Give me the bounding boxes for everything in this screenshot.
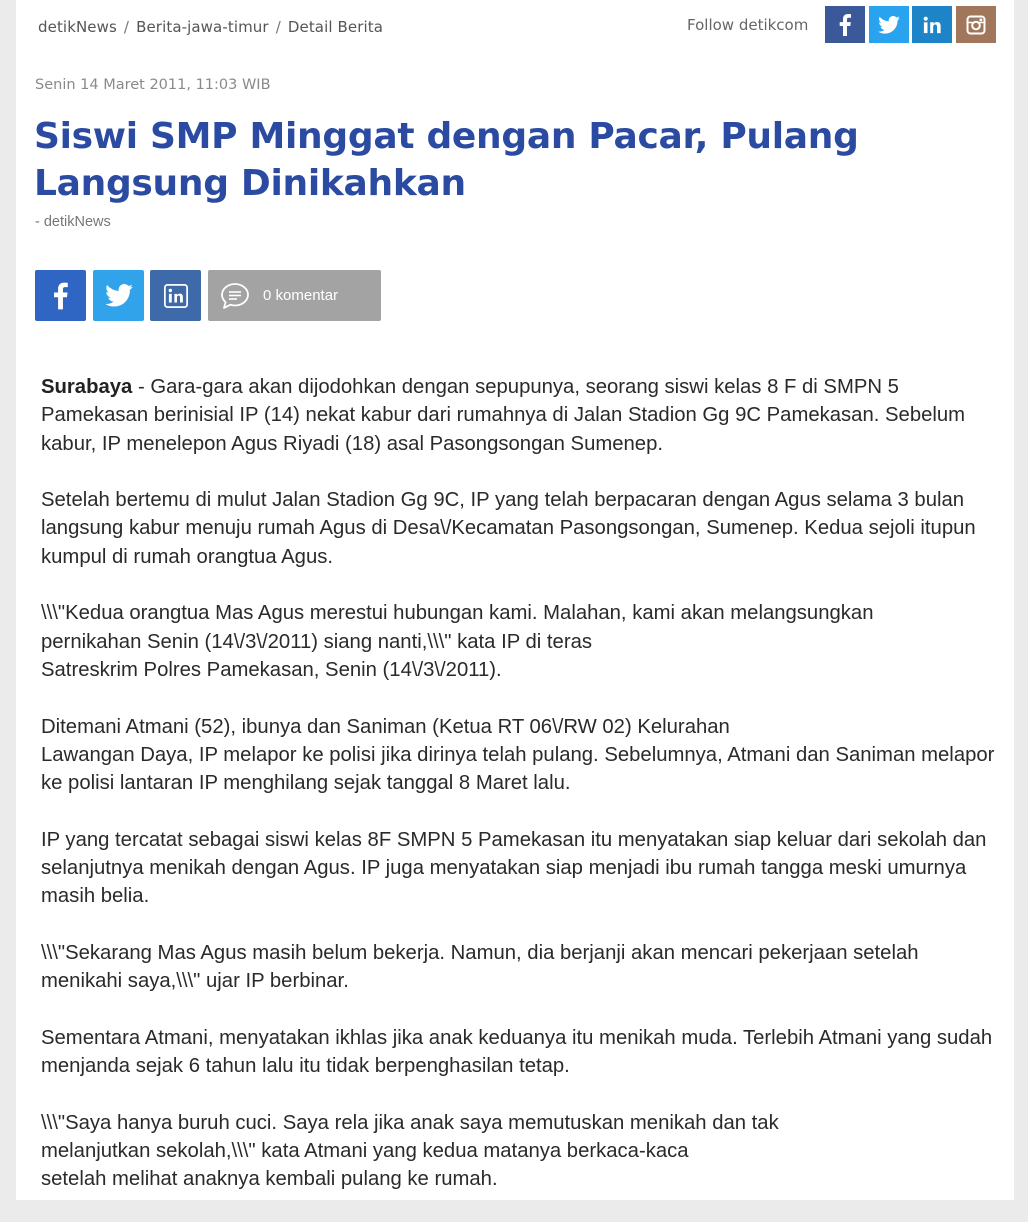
breadcrumb-item-detail-berita[interactable]: Detail Berita (287, 18, 384, 36)
article-lead-text: - Gara-gara akan dijodohkan dengan sepupunya, seorang siswi kelas 8 F di SMPN 5 Pamekasan berinisial IP (14) nekat kabur dari rumahnya di Jalan Stadion Gg 9C Pamekasan. Sebelum kabur, IP menelepon Agus Riyadi (18) asal Pasongsongan Sumenep. (41, 376, 966, 455)
comment-button[interactable] (208, 270, 381, 321)
linkedin-icon (164, 284, 188, 308)
share-linkedin-button[interactable] (150, 270, 201, 321)
follow-twitter-button[interactable] (869, 6, 909, 43)
share-twitter-button[interactable] (93, 270, 144, 321)
breadcrumb (38, 18, 383, 36)
follow-instagram-button[interactable] (956, 6, 996, 43)
comment-icon (220, 282, 250, 310)
article-paragraph: IP yang tercatat sebagai siswi kelas 8F SMPN 5 Pamekasan itu menyatakan siap keluar dari sekolah dan selanjutnya menikah dengan Agus. IP juga menyatakan siap menjadi ibu rumah tangga meski umurnya masih belia. (41, 828, 987, 908)
facebook-icon (52, 282, 69, 310)
article-paragraph: \\\"Kedua orangtua Mas Agus merestui hubungan kami. Malahan, kami akan melangsungkan pernikahan Senin (14\/3\/2011) siang nanti,\\\" kata IP di teras Satreskrim Polres Pamekasan, Senin (14\/3\/2011). (41, 602, 874, 681)
facebook-icon (838, 14, 852, 36)
article-body (41, 373, 1001, 1222)
follow-linkedin-button[interactable] (912, 6, 952, 43)
breadcrumb-separator: / (275, 18, 281, 36)
instagram-icon (966, 15, 986, 35)
twitter-icon (878, 16, 900, 34)
article-location: Surabaya (41, 376, 133, 398)
article-lead-paragraph (41, 373, 1001, 458)
comment-count-label: 0 komentar (263, 287, 339, 304)
breadcrumb-separator: / (123, 18, 130, 36)
twitter-icon (105, 284, 133, 307)
article-source: - detikNews (35, 214, 111, 230)
linkedin-icon (923, 16, 941, 34)
article-paragraph: Setelah bertemu di mulut Jalan Stadion Gg 9C, IP yang telah berpacaran dengan Agus selama 3 bulan langsung kabur menuju rumah Agus di Desa\/Kecamatan Pasongsongan, Sumenep. Kedua sejoli itupun kumpul di rumah orangtua Agus. (41, 489, 976, 568)
article-paragraph: \\\"Saya hanya buruh cuci. Saya rela jika anak saya memutuskan menikah dan tak melanjutkan sekolah,\\\" kata Atmani yang kedua matanya berkaca-kaca setelah melihat anaknya kembali pulang ke rumah. (41, 1111, 779, 1191)
breadcrumb-item-detiknews[interactable]: detikNews (38, 18, 117, 36)
article-date: Senin 14 Maret 2011, 11:03 WIB (35, 77, 271, 93)
follow-facebook-button[interactable] (825, 6, 865, 43)
breadcrumb-item-berita-jawa-timur[interactable]: Berita-jawa-timur (136, 18, 269, 36)
share-facebook-button[interactable] (35, 270, 86, 321)
follow-label: Follow detikcom (687, 16, 809, 34)
article-paragraph: Sementara Atmani, menyatakan ikhlas jika anak keduanya itu menikah muda. Terlebih Atmani yang sudah menjanda sejak 6 tahun lalu itu tidak berpenghasilan tetap. (41, 1026, 993, 1078)
article-paragraph: Ditemani Atmani (52), ibunya dan Saniman (Ketua RT 06\/RW 02) Kelurahan Lawangan Daya, IP melapor ke polisi jika dirinya telah pulang. Sebelumnya, Atmani dan Saniman melapor ke polisi lantaran IP menghilang sejak tanggal 8 Maret lalu. (41, 715, 995, 795)
article-page (16, 0, 1014, 1200)
article-paragraph: \\\"Sekarang Mas Agus masih belum bekerja. Namun, dia berjanji akan mencari pekerjaan setelah menikahi saya,\\\" ujar IP berbinar. (41, 941, 919, 993)
article-title: Siswi SMP Minggat dengan Pacar, Pulang Langsung Dinikahkan (34, 116, 859, 204)
